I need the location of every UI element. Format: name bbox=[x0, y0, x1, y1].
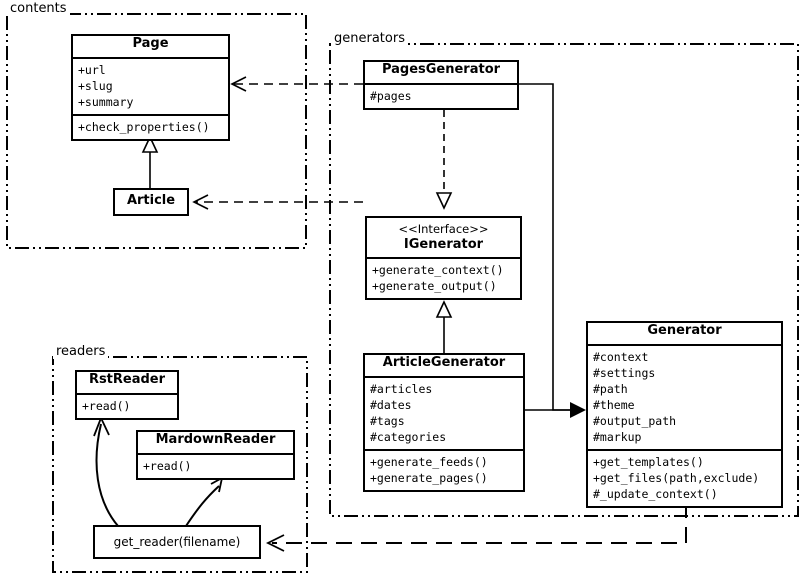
class-page-title: Page bbox=[132, 36, 169, 51]
arrowhead-dependency-page bbox=[232, 77, 246, 91]
class-generator-operations bbox=[588, 449, 781, 506]
class-rstreader-title: RstReader bbox=[88, 372, 166, 387]
class-mardownreader-operations bbox=[138, 453, 293, 478]
class-rstreader[interactable] bbox=[75, 370, 179, 420]
operation: +check_properties() bbox=[78, 120, 210, 134]
class-generator-attributes bbox=[588, 344, 781, 449]
class-article-title: Article bbox=[126, 193, 176, 208]
attribute: #settings bbox=[593, 366, 656, 380]
class-pagesgenerator-attributes bbox=[365, 83, 517, 108]
class-article[interactable] bbox=[113, 188, 189, 216]
attribute: +slug bbox=[78, 79, 113, 93]
class-mardownreader-title: MardownReader bbox=[155, 432, 276, 447]
class-igenerator-title: IGenerator bbox=[403, 237, 484, 252]
class-igenerator[interactable] bbox=[365, 216, 522, 300]
arrowhead-dependency-getreader bbox=[268, 535, 284, 551]
attribute: #output_path bbox=[593, 414, 677, 428]
operation: +generate_context() bbox=[372, 263, 504, 277]
class-articlegenerator-title: ArticleGenerator bbox=[382, 355, 506, 370]
class-articlegenerator[interactable] bbox=[363, 353, 525, 492]
class-generator-title: Generator bbox=[647, 323, 722, 338]
attribute: #dates bbox=[370, 398, 412, 412]
class-rstreader-operations bbox=[77, 393, 177, 418]
operation: #_update_context() bbox=[593, 487, 718, 501]
attribute: #markup bbox=[593, 430, 642, 444]
class-pagesgenerator-title: PagesGenerator bbox=[381, 62, 501, 77]
arrowhead-association-generator-1 bbox=[570, 402, 586, 418]
attribute: #categories bbox=[370, 430, 447, 444]
function-get-reader-label: get_reader(filename) bbox=[113, 535, 241, 549]
arrowhead-realization-igenerator bbox=[437, 193, 451, 208]
attribute: #path bbox=[593, 382, 628, 396]
link-getreader-rstreader bbox=[97, 424, 118, 526]
arrowhead-creates-mardownreader bbox=[211, 478, 222, 492]
operation: +generate_feeds() bbox=[370, 455, 488, 469]
class-page[interactable] bbox=[71, 34, 230, 141]
class-mardownreader[interactable] bbox=[136, 430, 295, 480]
arrowhead-generalization-igenerator bbox=[437, 302, 451, 317]
class-igenerator-operations bbox=[367, 257, 520, 298]
class-articlegenerator-operations bbox=[365, 449, 523, 490]
function-get-reader[interactable] bbox=[93, 525, 261, 559]
arrowhead-creates-rstreader bbox=[94, 418, 109, 436]
class-igenerator-stereotype: <<Interface>> bbox=[398, 222, 489, 236]
attribute: +url bbox=[78, 63, 106, 77]
class-articlegenerator-attributes bbox=[365, 376, 523, 449]
arrowhead-dependency-article bbox=[194, 195, 208, 209]
link-getreader-mardownreader bbox=[186, 486, 219, 526]
package-label-readers: readers bbox=[53, 344, 108, 359]
package-label-generators: generators bbox=[331, 31, 408, 46]
package-label-contents: contents bbox=[7, 1, 70, 16]
attribute: #context bbox=[593, 350, 649, 364]
link-generator-getreader bbox=[272, 502, 686, 543]
operation: +generate_pages() bbox=[370, 471, 488, 485]
class-page-attributes bbox=[73, 57, 228, 114]
link-pagesgenerator-generator bbox=[519, 84, 573, 410]
class-page-operations bbox=[73, 114, 228, 139]
attribute: +summary bbox=[78, 95, 134, 109]
class-pagesgenerator[interactable] bbox=[363, 60, 519, 110]
operation: +read() bbox=[82, 399, 131, 413]
attribute: #theme bbox=[593, 398, 635, 412]
operation: +get_templates() bbox=[593, 455, 704, 469]
attribute: #articles bbox=[370, 382, 433, 396]
class-generator[interactable] bbox=[586, 321, 783, 508]
operation: +read() bbox=[143, 459, 192, 473]
attribute: #pages bbox=[370, 89, 412, 103]
operation: +get_files(path,exclude) bbox=[593, 471, 760, 485]
attribute: #tags bbox=[370, 414, 405, 428]
operation: +generate_output() bbox=[372, 279, 497, 293]
